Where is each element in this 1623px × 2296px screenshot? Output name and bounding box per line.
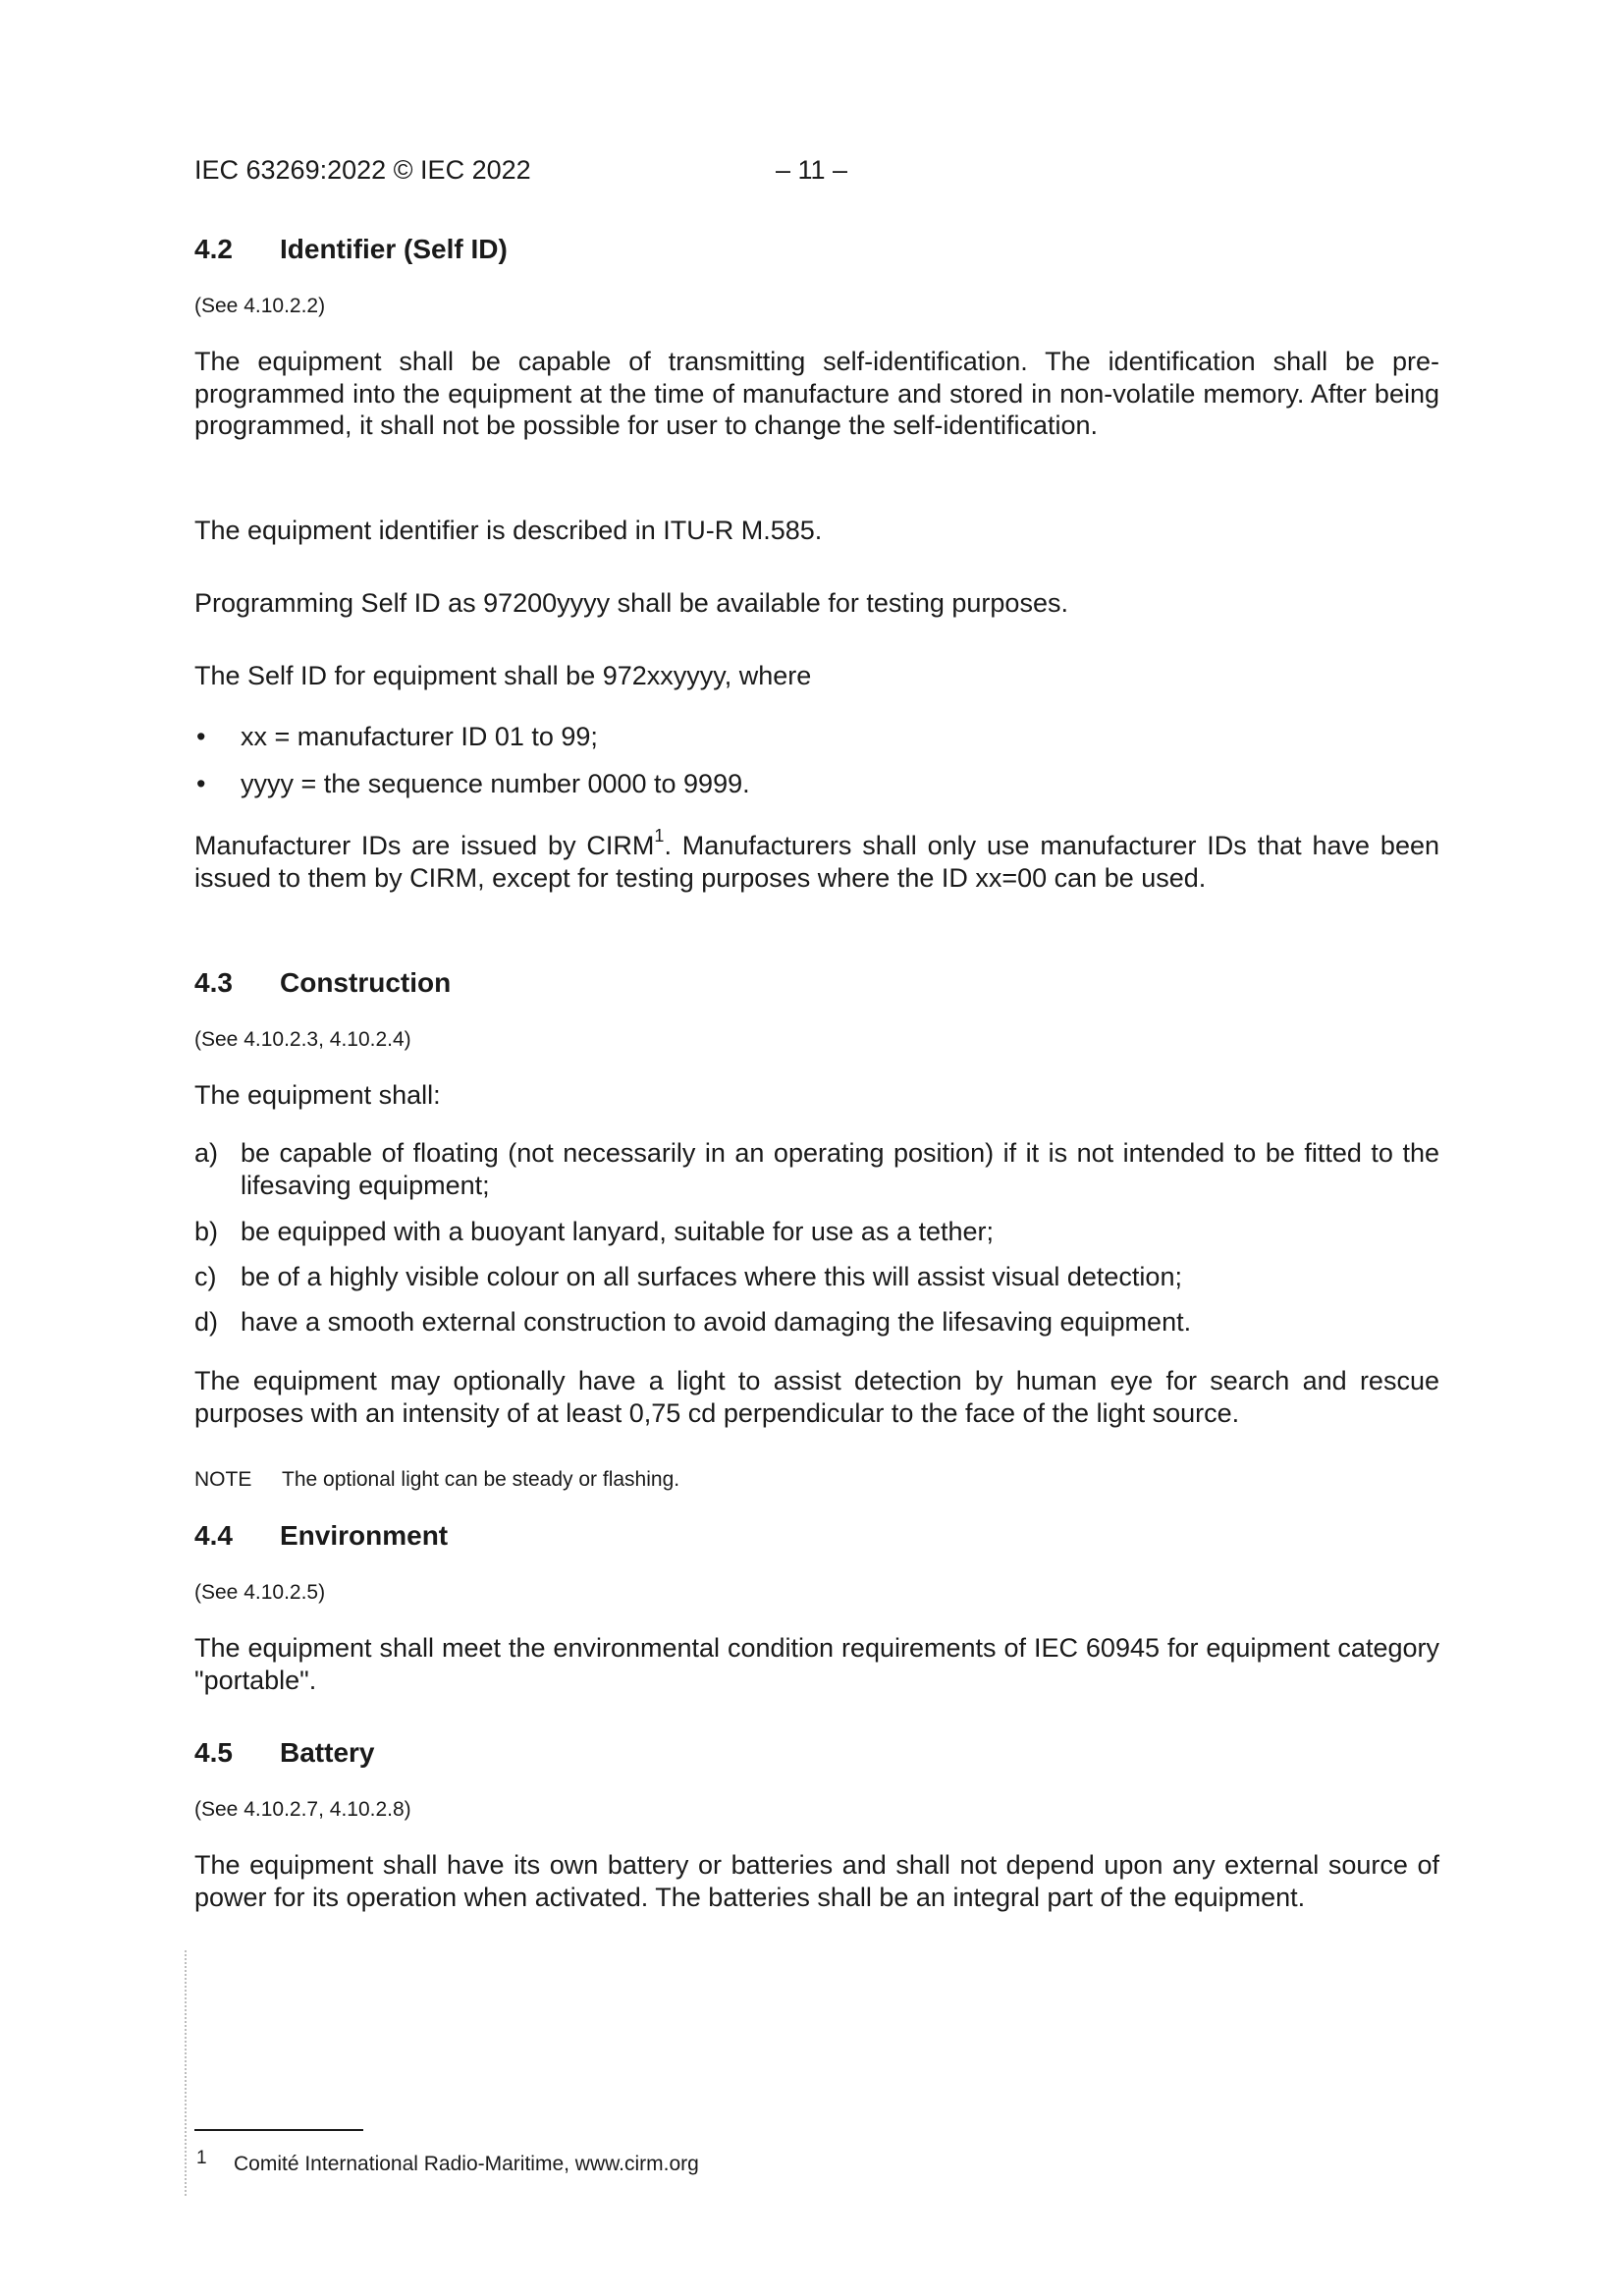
paragraph: The equipment shall:	[194, 1080, 441, 1110]
paragraph-text: Manufacturer IDs are issued by CIRM	[194, 831, 655, 860]
bullet-icon: •	[196, 769, 206, 798]
list-marker: a)	[194, 1138, 219, 1168]
list-item-text: yyyy = the sequence number 0000 to 9999.	[241, 769, 750, 798]
margin-dotted-line	[185, 1950, 187, 2196]
paragraph	[194, 826, 1439, 894]
paragraph: The equipment shall have its own battery or batteries and shall not depend upon any external source of power for its operation when activated. The batteries shall be an integral part of the equipment.	[194, 1850, 1439, 1912]
section-title: Battery	[280, 1737, 375, 1768]
section-number: 4.2	[194, 234, 233, 264]
list-marker: d)	[194, 1307, 219, 1337]
section-title: Environment	[280, 1520, 449, 1551]
footnote-reference: 1	[654, 826, 665, 846]
see-reference: (See 4.10.2.7, 4.10.2.8)	[194, 1798, 411, 1821]
list-item-text: be capable of floating (not necessarily in an operating position) if it is not intended to be fitted to the lifesaving equipment;	[241, 1138, 1439, 1200]
header-doc-id: IEC 63269:2022 © IEC 2022	[194, 155, 531, 185]
see-reference: (See 4.10.2.3, 4.10.2.4)	[194, 1028, 411, 1051]
footnote-mark: 1	[196, 2148, 207, 2168]
list-item-text: have a smooth external construction to avoid damaging the lifesaving equipment.	[241, 1307, 1192, 1337]
section-heading-4-3	[194, 966, 451, 1000]
section-number: 4.5	[194, 1737, 233, 1768]
section-number: 4.3	[194, 967, 233, 998]
paragraph: The Self ID for equipment shall be 972xxyyyy, where	[194, 661, 812, 690]
list-item-text: be equipped with a buoyant lanyard, suitable for use as a tether;	[241, 1217, 995, 1246]
bullet-icon: •	[196, 722, 206, 751]
list-item-text: xx = manufacturer ID 01 to 99;	[241, 722, 598, 751]
paragraph: The equipment shall meet the environmental condition requirements of IEC 60945 for equipment category "portable".	[194, 1633, 1439, 1695]
section-heading-4-5	[194, 1736, 374, 1770]
footnote-text: Comité International Radio-Maritime, www.cirm.org	[234, 2153, 699, 2175]
paragraph: The equipment shall be capable of transmitting self-identification. The identification shall be pre-programmed into the equipment at the time of manufacture and stored in non-volatile memory. After being programmed, it shall not be possible for user to change the self-identification.	[194, 347, 1439, 440]
section-title: Construction	[280, 967, 452, 998]
see-reference: (See 4.10.2.2)	[194, 295, 326, 317]
note	[194, 1466, 679, 1494]
footnote-separator	[194, 2129, 363, 2131]
list-marker: c)	[194, 1262, 217, 1291]
paragraph: Programming Self ID as 97200yyyy shall be available for testing purposes.	[194, 588, 1068, 618]
list-item-text: be of a highly visible colour on all surfaces where this will assist visual detection;	[241, 1262, 1182, 1291]
section-heading-4-4	[194, 1519, 448, 1553]
paragraph: The equipment may optionally have a light to assist detection by human eye for search and rescue purposes with an intensity of at least 0,75 cd perpendicular to the face of the light source.	[194, 1366, 1439, 1428]
section-number: 4.4	[194, 1520, 233, 1551]
see-reference: (See 4.10.2.5)	[194, 1581, 326, 1604]
note-label: NOTE	[194, 1468, 252, 1491]
paragraph-text: . Manufacturers shall only use manufacturer IDs that have been issued to them by CIRM, except for testing purposes where the ID xx=00 can be used.	[194, 831, 1439, 893]
header-page-number: – 11 –	[776, 155, 848, 185]
paragraph: The equipment identifier is described in ITU-R M.585.	[194, 516, 823, 545]
section-title: Identifier (Self ID)	[280, 234, 508, 264]
note-text: The optional light can be steady or flashing.	[282, 1468, 680, 1491]
section-heading-4-2	[194, 233, 508, 266]
list-marker: b)	[194, 1217, 219, 1246]
